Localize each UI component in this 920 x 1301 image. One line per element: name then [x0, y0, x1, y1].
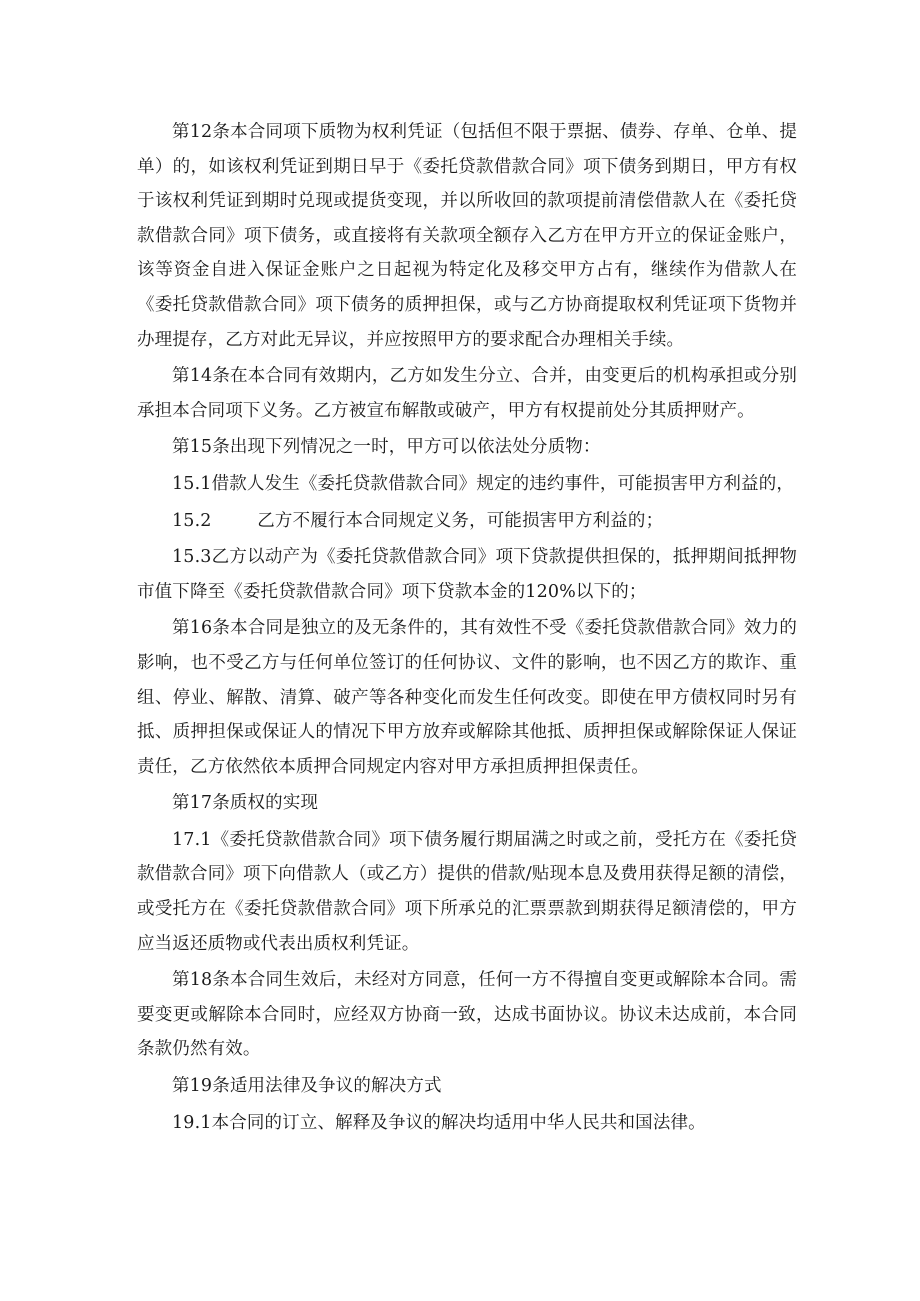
clause-15-1-paragraph: 15.1借款人发生《委托贷款借款合同》规定的违约事件，可能损害甲方利益的，	[172, 473, 795, 494]
document-body	[137, 115, 797, 1142]
clause-19-1-paragraph: 19.1本合同的订立、解释及争议的解决均适用中华人民共和国法律。	[172, 1112, 706, 1133]
clause-18-paragraph: 第18条本合同生效后，未经对方同意，任何一方不得擅自变更或解除本合同。需要变更或解除本合同时，应经双方协商一致，达成书面协议。协议未达成前，本合同条款仍然有效。	[137, 970, 797, 1060]
clause-15-3-paragraph: 15.3乙方以动产为《委托贷款借款合同》项下贷款提供担保的，抵押期间抵押物市值下降至《委托贷款借款合同》项下贷款本金的120%以下的；	[137, 547, 797, 602]
clause-17-heading: 第17条质权的实现	[172, 793, 319, 814]
clause-14-paragraph: 第14条在本合同有效期内，乙方如发生分立、合并，由变更后的机构承担或分别承担本合同项下义务。乙方被宣布解散或破产，甲方有权提前处分其质押财产。	[137, 366, 797, 421]
clause-17-1-paragraph: 17.1《委托贷款借款合同》项下债务履行期届满之时或之前，受托方在《委托贷款借款合同》项下向借款人（或乙方）提供的借款/贴现本息及费用获得足额的清偿，或受托方在《委托贷款借款合同》项下所承兑的汇票票款到期获得足额清偿的，甲方应当返还质物或代表出质权利凭证。	[137, 829, 797, 954]
clause-19-heading: 第19条适用法律及争议的解决方式	[172, 1076, 442, 1097]
clause-16-paragraph: 第16条本合同是独立的及无条件的，其有效性不受《委托贷款借款合同》效力的影响，也不受乙方与任何单位签订的任何协议、文件的影响，也不因乙方的欺诈、重组、停业、解散、清算、破产等各种变化而发生任何改变。即使在甲方债权同时另有抵、质押担保或保证人的情况下甲方放弃或解除其他抵、质押担保或解除保证人保证责任，乙方依然依本质押合同规定内容对甲方承担质押担保责任。	[137, 618, 797, 777]
clause-12-paragraph: 第12条本合同项下质物为权利凭证（包括但不限于票据、债券、存单、仓单、提单）的，如该权利凭证到期日早于《委托贷款借款合同》项下债务到期日，甲方有权于该权利凭证到期时兑现或提货变现，并以所收回的款项提前清偿借款人在《委托贷款借款合同》项下债务，或直接将有关款项全额存入乙方在甲方开立的保证金账户，该等资金自进入保证金账户之日起视为特定化及移交甲方占有，继续作为借款人在《委托贷款借款合同》项下债务的质押担保，或与乙方协商提取权利凭证项下货物并办理提存，乙方对此无异议，并应按照甲方的要求配合办理相关手续。	[137, 122, 797, 350]
clause-15-2-paragraph: 15.2 乙方不履行本合同规定义务，可能损害甲方利益的；	[172, 510, 664, 531]
clause-15-paragraph: 第15条出现下列情况之一时，甲方可以依法处分质物：	[172, 437, 601, 458]
